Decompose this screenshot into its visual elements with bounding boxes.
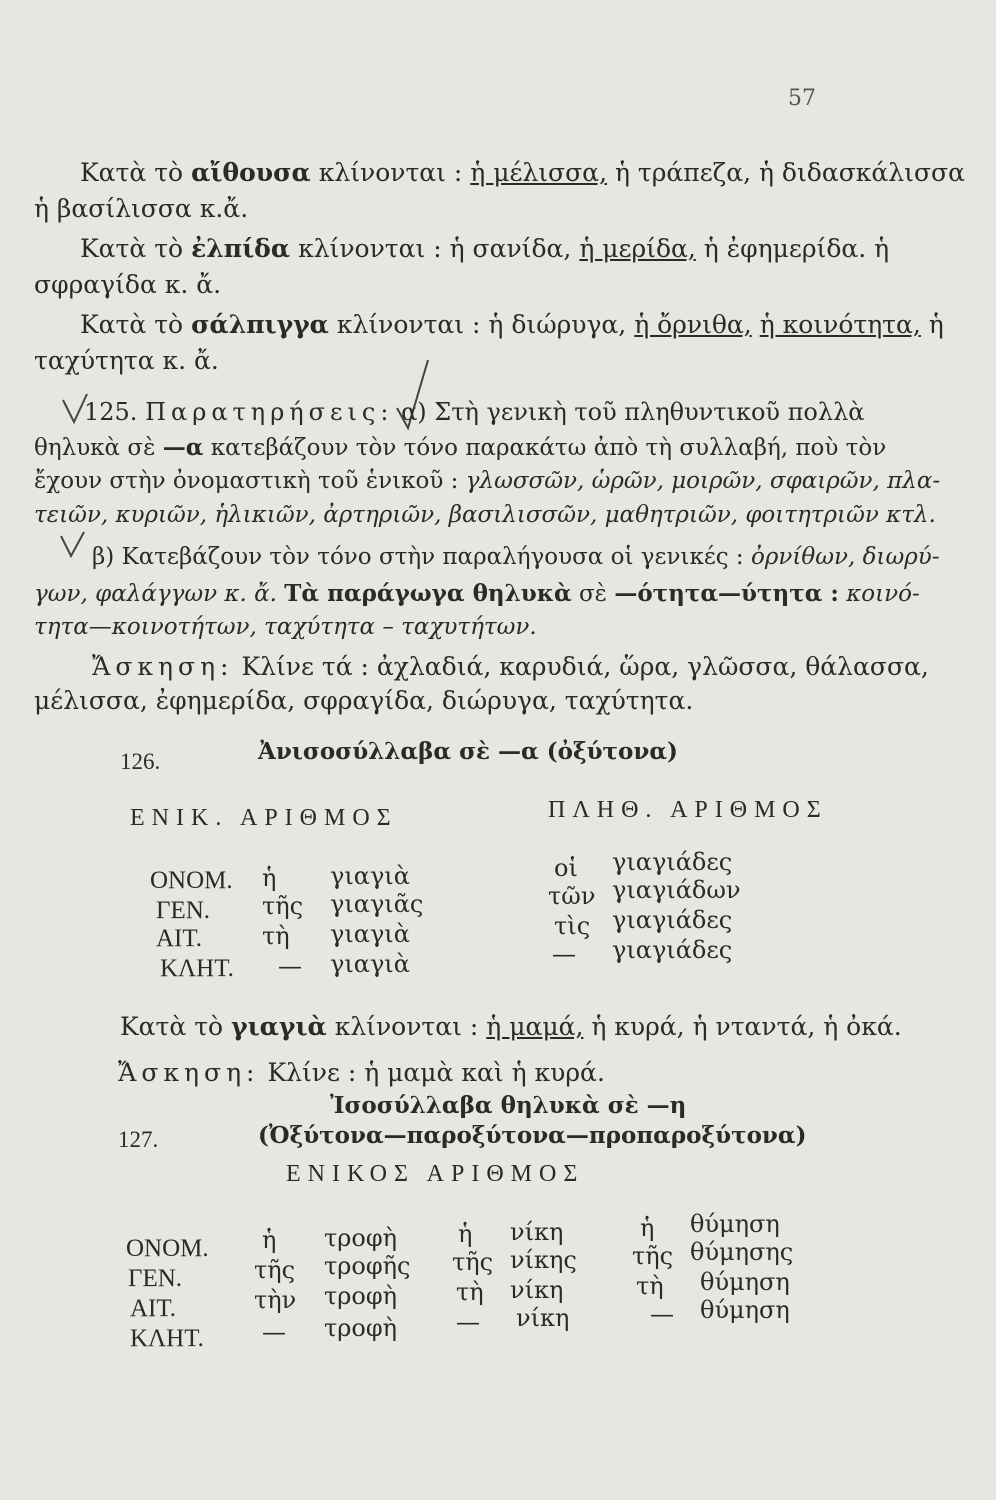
- section-title: Ἰσοσύλλαβα θηλυκὰ σὲ —η: [330, 1092, 687, 1119]
- exercise2-line: [118, 1060, 605, 1085]
- article: ἡ: [458, 1220, 473, 1248]
- examples: γων, φαλάγγων κ. ἄ.: [34, 581, 277, 607]
- word-form: γιαγιάδων: [612, 876, 741, 904]
- underlined-example: ἡ μαμά,: [486, 1012, 584, 1041]
- article: τῆς: [254, 1256, 296, 1284]
- rule-giagia: [120, 1014, 902, 1039]
- examples: κοινό-: [846, 581, 920, 607]
- section-title: Ἀνισοσύλλαβα σὲ —α (ὀξύτονα): [258, 738, 678, 765]
- word-form: θύμηση: [700, 1296, 790, 1324]
- article: ἡ: [640, 1214, 655, 1242]
- case-label: ΓΕΝ.: [156, 897, 211, 924]
- word-form: γιαγιὰ: [330, 862, 410, 890]
- article: οἱ: [554, 854, 578, 882]
- section-number: 127.: [118, 1127, 159, 1152]
- text-fragment: θηλυκὰ σὲ: [34, 435, 156, 461]
- rule-mid: κλίνονται :: [334, 1012, 479, 1041]
- sec125-b-line1: [92, 546, 939, 569]
- article: τὴ: [636, 1272, 664, 1300]
- rule-mid: κλίνονται : ἡ σανίδα,: [298, 234, 572, 263]
- article: τῆς: [632, 1242, 674, 1270]
- rule-rest: ἡ κυρά, ἡ νταντά, ἡ ὀκά.: [591, 1012, 902, 1041]
- bold-phrase: Τὰ παράγωγα θηλυκὰ: [284, 580, 572, 607]
- rule-keyword: αἴθουσα: [191, 158, 311, 187]
- word-form: γιαγιὰ: [330, 920, 410, 948]
- article: —: [650, 1300, 674, 1328]
- exercise1-line2: μέλισσα, ἐφημερίδα, σφραγίδα, διώρυγα, ταχύτητα.: [34, 686, 694, 715]
- endings: —ότητα—ύτητα :: [614, 580, 839, 607]
- article: ἡ: [262, 864, 277, 892]
- word-form: τροφὴ: [324, 1282, 398, 1310]
- text-fragment: κατεβάζουν τὸν τόνο παρακάτω ἀπὸ τὴ συλλαβή, ποὺ τὸν: [210, 435, 887, 461]
- rule-rest: ἡ τράπεζα, ἡ διδασκάλισσα: [614, 158, 965, 187]
- rule-keyword: γιαγιὰ: [231, 1012, 327, 1041]
- sec125-heading-line: [84, 400, 864, 424]
- point-text: Στὴ γενικὴ τοῦ πληθυντικοῦ πολλὰ: [434, 398, 865, 426]
- rule-rest: ἡ: [928, 310, 944, 339]
- check-mark-icon: [58, 530, 88, 560]
- word-form: γιαγιάδες: [612, 936, 733, 964]
- article: —: [262, 1318, 286, 1346]
- rule-salpigga-line2: ταχύτητα κ. ἄ.: [34, 346, 219, 375]
- section-number: 126.: [120, 749, 161, 774]
- point-text: Κατεβάζουν τὸν τόνο στὴν παραλήγουσα οἱ γενικές :: [121, 544, 744, 570]
- exercise-text: Κλίνε : ἡ μαμὰ καὶ ἡ κυρά.: [267, 1058, 605, 1087]
- article: τὶς: [554, 912, 591, 940]
- rule-aithousa-line1: [80, 160, 965, 185]
- ending: —α: [162, 434, 204, 461]
- word-form: τροφὴ: [324, 1314, 398, 1342]
- singular-header: ΕΝΙΚ. ΑΡΙΘΜΟΣ: [130, 805, 398, 831]
- exercise-label: Ἄσκηση:: [92, 652, 234, 681]
- text-fragment: σὲ: [578, 581, 608, 607]
- rule-mid: κλίνονται :: [318, 158, 463, 187]
- word-form: θύμησης: [690, 1238, 794, 1266]
- rule-salpigga-line1: [80, 312, 944, 337]
- article: —: [456, 1308, 480, 1336]
- rule-rest: ἡ ἐφημερίδα. ἡ: [703, 234, 890, 263]
- case-label: ΟΝΟΜ.: [150, 867, 233, 894]
- underlined-example: ἡ μέλισσα,: [470, 158, 608, 187]
- rule-mid: κλίνονται : ἡ διώρυγα,: [336, 310, 627, 339]
- underlined-example: ἡ κοινότητα,: [759, 310, 921, 339]
- article: τὴ: [262, 922, 290, 950]
- word-form: νίκης: [510, 1246, 577, 1274]
- rule-keyword: σάλπιγγα: [191, 310, 329, 339]
- plural-header: ΠΛΗΘ. ΑΡΙΘΜΟΣ: [548, 797, 828, 823]
- article: τῆς: [262, 892, 304, 920]
- case-label: ΑΙΤ.: [130, 1295, 177, 1322]
- rule-prefix: Κατὰ τὸ: [80, 158, 184, 187]
- case-label: ΓΕΝ.: [128, 1265, 183, 1292]
- sec125-line4: τειῶν, κυριῶν, ἡλικιῶν, ἀρτηριῶν, βασιλισσῶν, μαθητριῶν, φοιτητριῶν κτλ.: [34, 502, 936, 528]
- singular-header: ΕΝΙΚΟΣ ΑΡΙΘΜΟΣ: [286, 1161, 585, 1187]
- rule-prefix: Κατὰ τὸ: [80, 310, 184, 339]
- article: ἡ: [262, 1226, 277, 1254]
- sec125-line2: [34, 436, 886, 460]
- section-number: 125.: [84, 398, 138, 426]
- article: —: [552, 940, 576, 968]
- section-subtitle: (Ὀξύτονα—παροξύτονα—προπαροξύτονα): [258, 1122, 807, 1149]
- word-form: τροφῆς: [324, 1252, 411, 1280]
- sec125-b-line2: [34, 582, 920, 606]
- article: τὴν: [254, 1286, 297, 1314]
- article: —: [278, 952, 302, 980]
- underlined-example: ἡ ὄρνιθα,: [634, 310, 752, 339]
- page-number: 57: [788, 86, 816, 111]
- rule-keyword: ἐλπίδα: [191, 234, 291, 263]
- word-form: γιαγιάδες: [612, 906, 733, 934]
- word-form: γιαγιάδες: [612, 848, 733, 876]
- case-label: ΚΛΗΤ.: [130, 1325, 204, 1352]
- exercise-text: Κλίνε τά : ἀχλαδιά, καρυδιά, ὥρα, γλῶσσα, θάλασσα,: [241, 652, 929, 681]
- underlined-example: ἡ μερίδα,: [579, 234, 696, 263]
- word-form: νίκη: [510, 1276, 564, 1304]
- word-form: θύμηση: [690, 1210, 780, 1238]
- rule-prefix: Κατὰ τὸ: [120, 1012, 224, 1041]
- sec125-line3: [34, 470, 940, 493]
- case-label: ΑΙΤ.: [156, 925, 203, 952]
- rule-elpida-line1: [80, 236, 889, 261]
- word-form: τροφὴ: [324, 1224, 398, 1252]
- case-label: ΚΛΗΤ.: [160, 955, 234, 982]
- section-heading: Παρατηρήσεις:: [145, 398, 394, 426]
- point-label: α): [401, 398, 427, 426]
- exercise1-line1: [92, 654, 929, 679]
- point-label: β): [92, 544, 115, 570]
- rule-aithousa-line2: ἡ βασίλισσα κ.ἄ.: [34, 194, 249, 223]
- rule-elpida-line2: σφραγίδα κ. ἄ.: [34, 270, 222, 299]
- word-form: γιαγιᾶς: [330, 890, 424, 918]
- word-form: νίκη: [516, 1304, 570, 1332]
- word-form: νίκη: [510, 1218, 564, 1246]
- case-label: ΟΝΟΜ.: [126, 1235, 209, 1262]
- word-form: θύμηση: [700, 1268, 790, 1296]
- examples: ὀρνίθων, διωρύ-: [751, 544, 940, 570]
- sec125-b-line3: τητα—κοινοτήτων, ταχύτητα – ταχυτήτων.: [34, 614, 537, 640]
- word-form: γιαγιὰ: [330, 950, 410, 978]
- rule-prefix: Κατὰ τὸ: [80, 234, 184, 263]
- article: τῆς: [452, 1248, 494, 1276]
- exercise-label: Ἄσκηση:: [118, 1058, 260, 1087]
- examples: γλωσσῶν, ὡρῶν, μοιρῶν, σφαιρῶν, πλα-: [465, 468, 941, 494]
- article: τῶν: [548, 882, 596, 910]
- article: τὴ: [456, 1278, 484, 1306]
- text-fragment: ἔχουν στὴν ὀνομαστικὴ τοῦ ἑνικοῦ :: [34, 468, 459, 494]
